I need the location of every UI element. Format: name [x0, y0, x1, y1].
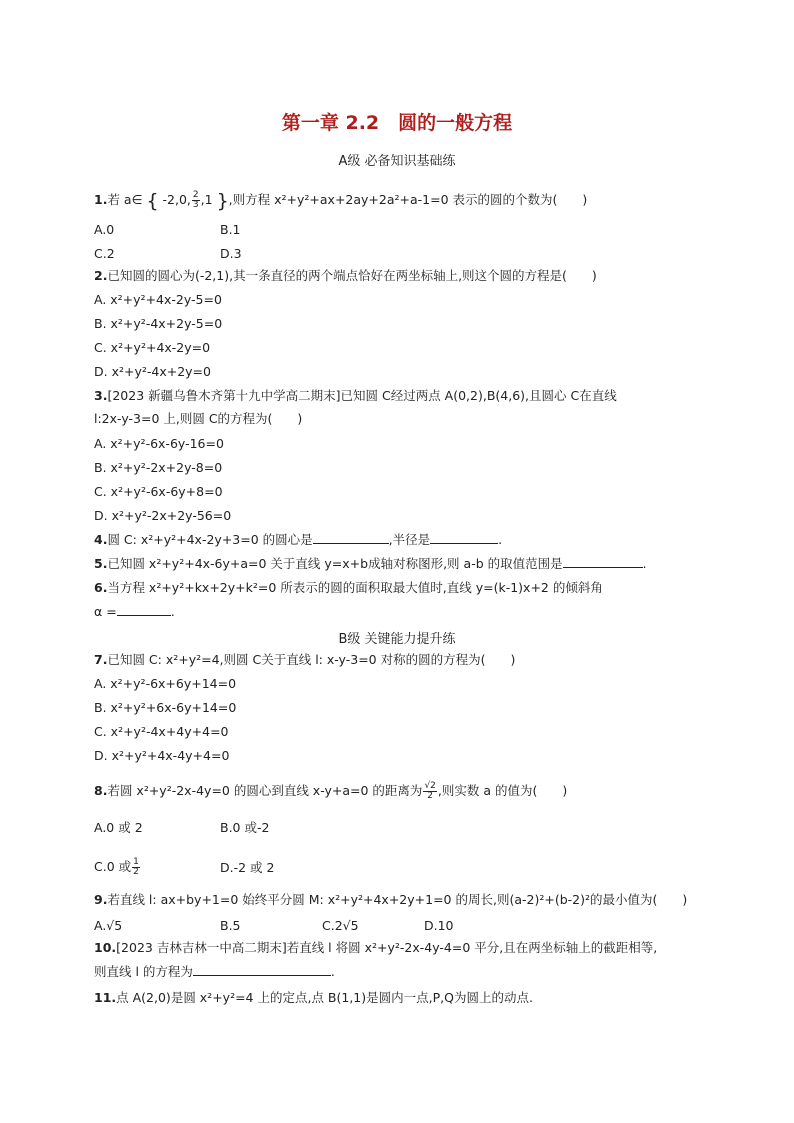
question-number: 4. [94, 532, 108, 547]
option-b: B. x²+y²+6x-6y+14=0 [94, 700, 237, 715]
set-elements: ,1 [200, 192, 213, 207]
option-c: C. x²+y²-4x+4y+4=0 [94, 724, 229, 739]
fraction: $\frac{1}{2}$ [133, 857, 139, 877]
question-10-line-2 [94, 964, 335, 980]
question-8 [94, 782, 567, 801]
option-d: D.3 [220, 246, 242, 261]
question-text: . [498, 532, 503, 547]
question-text: 若 a∈ [107, 192, 143, 207]
option-d: D. x²+y²-4x+2y=0 [94, 364, 211, 379]
question-text: 已知圆 C: x²+y²=4,则圆 C关于直线 l: x-y-3=0 对称的圆的方程为( ) [107, 652, 516, 667]
option-a: A. x²+y²-6x-6y-16=0 [94, 436, 224, 451]
question-number: 10. [94, 940, 117, 955]
question-text: 点 A(2,0)是圆 x²+y²=4 上的定点,点 B(1,1)是圆内一点,P,Q为圆上的动点. [116, 990, 533, 1005]
question-text: [2023 吉林吉林一中高二期末]若直线 l 将圆 x²+y²-2x-4y-4=0 平分,且在两坐标轴上的截距相等, [116, 940, 658, 955]
answer-blank[interactable] [117, 614, 171, 616]
option-b: B. x²+y²-4x+2y-5=0 [94, 316, 223, 331]
option-c: C.0 或 $\frac{1}{2}$ [94, 857, 139, 877]
question-text: . [330, 964, 335, 979]
question-text: [2023 新疆乌鲁木齐第十九中学高二期末]已知圆 C经过两点 A(0,2),B(4,6),且圆心 C在直线 [107, 388, 617, 403]
answer-blank[interactable] [193, 974, 331, 976]
question-text: . [170, 604, 175, 619]
option-d: D. x²+y²-2x+2y-56=0 [94, 508, 232, 523]
question-text: ,则实数 a 的值为( ) [437, 783, 568, 798]
option-c: C. x²+y²+4x-2y=0 [94, 340, 211, 355]
option-d: D. x²+y²+4x-4y+4=0 [94, 748, 230, 763]
question-1 [94, 191, 587, 210]
question-text: 若圆 x²+y²-2x-4y=0 的圆心到直线 x-y+a=0 的距离为 [107, 783, 423, 798]
option-c: C.2 [94, 246, 115, 261]
question-7 [94, 652, 515, 668]
option-a: A. x²+y²+4x-2y-5=0 [94, 292, 222, 307]
answer-blank[interactable] [430, 542, 498, 544]
question-10 [94, 940, 657, 956]
option-a: A.0 或 2 [94, 820, 143, 835]
question-9 [94, 892, 687, 908]
option-d: D.-2 或 2 [220, 860, 275, 875]
question-3-line-2: l:2x-y-3=0 上,则圆 C的方程为( ) [94, 411, 303, 426]
question-number: 7. [94, 652, 108, 667]
question-number: 11. [94, 990, 117, 1005]
set-left-brace: { [146, 190, 159, 212]
question-text: α = [94, 604, 117, 619]
question-text: . [642, 556, 647, 571]
question-number: 5. [94, 556, 108, 571]
option-b: B.5 [220, 918, 241, 933]
option-b: B. x²+y²-2x+2y-8=0 [94, 460, 223, 475]
option-d: D.10 [424, 918, 454, 933]
answer-blank[interactable] [563, 566, 643, 568]
option-a: A.0 [94, 222, 115, 237]
question-6 [94, 580, 603, 596]
question-4 [94, 532, 502, 548]
set-elements: -2,0, [162, 192, 191, 207]
question-text: ,则方程 x²+y²+ax+2ay+2a²+a-1=0 表示的圆的个数为( ) [228, 192, 588, 207]
fraction: $\frac{2}{3}$ [192, 190, 199, 210]
question-text: ,半径是 [388, 532, 431, 547]
question-number: 1. [94, 192, 108, 207]
option-c: C.2√5 [322, 918, 359, 933]
question-5 [94, 556, 647, 572]
page-title: 第一章 2.2 圆的一般方程 [281, 112, 513, 134]
question-6-line-2 [94, 604, 175, 620]
option-a: A. x²+y²-6x+6y+14=0 [94, 676, 237, 691]
section-b-heading: B级 关键能力提升练 [338, 632, 456, 647]
question-text: 当方程 x²+y²+kx+2y+k²=0 所表示的圆的面积取最大值时,直线 y=(k-1)x+2 的倾斜角 [107, 580, 603, 595]
question-text: 则直线 l 的方程为 [94, 964, 193, 979]
option-a: A.√5 [94, 918, 123, 933]
fraction: $\frac{√2}{2}$ [424, 781, 436, 801]
question-text: 圆 C: x²+y²+4x-2y+3=0 的圆心是 [107, 532, 313, 547]
question-3 [94, 388, 617, 404]
set-right-brace: } [216, 190, 229, 212]
option-b: B.1 [220, 222, 241, 237]
answer-blank[interactable] [313, 542, 389, 544]
question-number: 3. [94, 388, 108, 403]
question-2 [94, 268, 597, 284]
section-a-heading: A级 必备知识基础练 [338, 154, 456, 169]
question-text: 若直线 l: ax+by+1=0 始终平分圆 M: x²+y²+4x+2y+1=0 的周长,则(a-2)²+(b-2)²的最小值为( ) [107, 892, 688, 907]
option-c: C. x²+y²-6x-6y+8=0 [94, 484, 223, 499]
question-text: 已知圆 x²+y²+4x-6y+a=0 关于直线 y=x+b成轴对称图形,则 a-b 的取值范围是 [107, 556, 563, 571]
question-text: 已知圆的圆心为(-2,1),其一条直径的两个端点恰好在两坐标轴上,则这个圆的方程是( ) [107, 268, 597, 283]
question-number: 2. [94, 268, 108, 283]
question-11 [94, 990, 533, 1006]
option-b: B.0 或-2 [220, 820, 270, 835]
question-number: 9. [94, 892, 108, 907]
question-number: 6. [94, 580, 108, 595]
question-number: 8. [94, 783, 108, 798]
